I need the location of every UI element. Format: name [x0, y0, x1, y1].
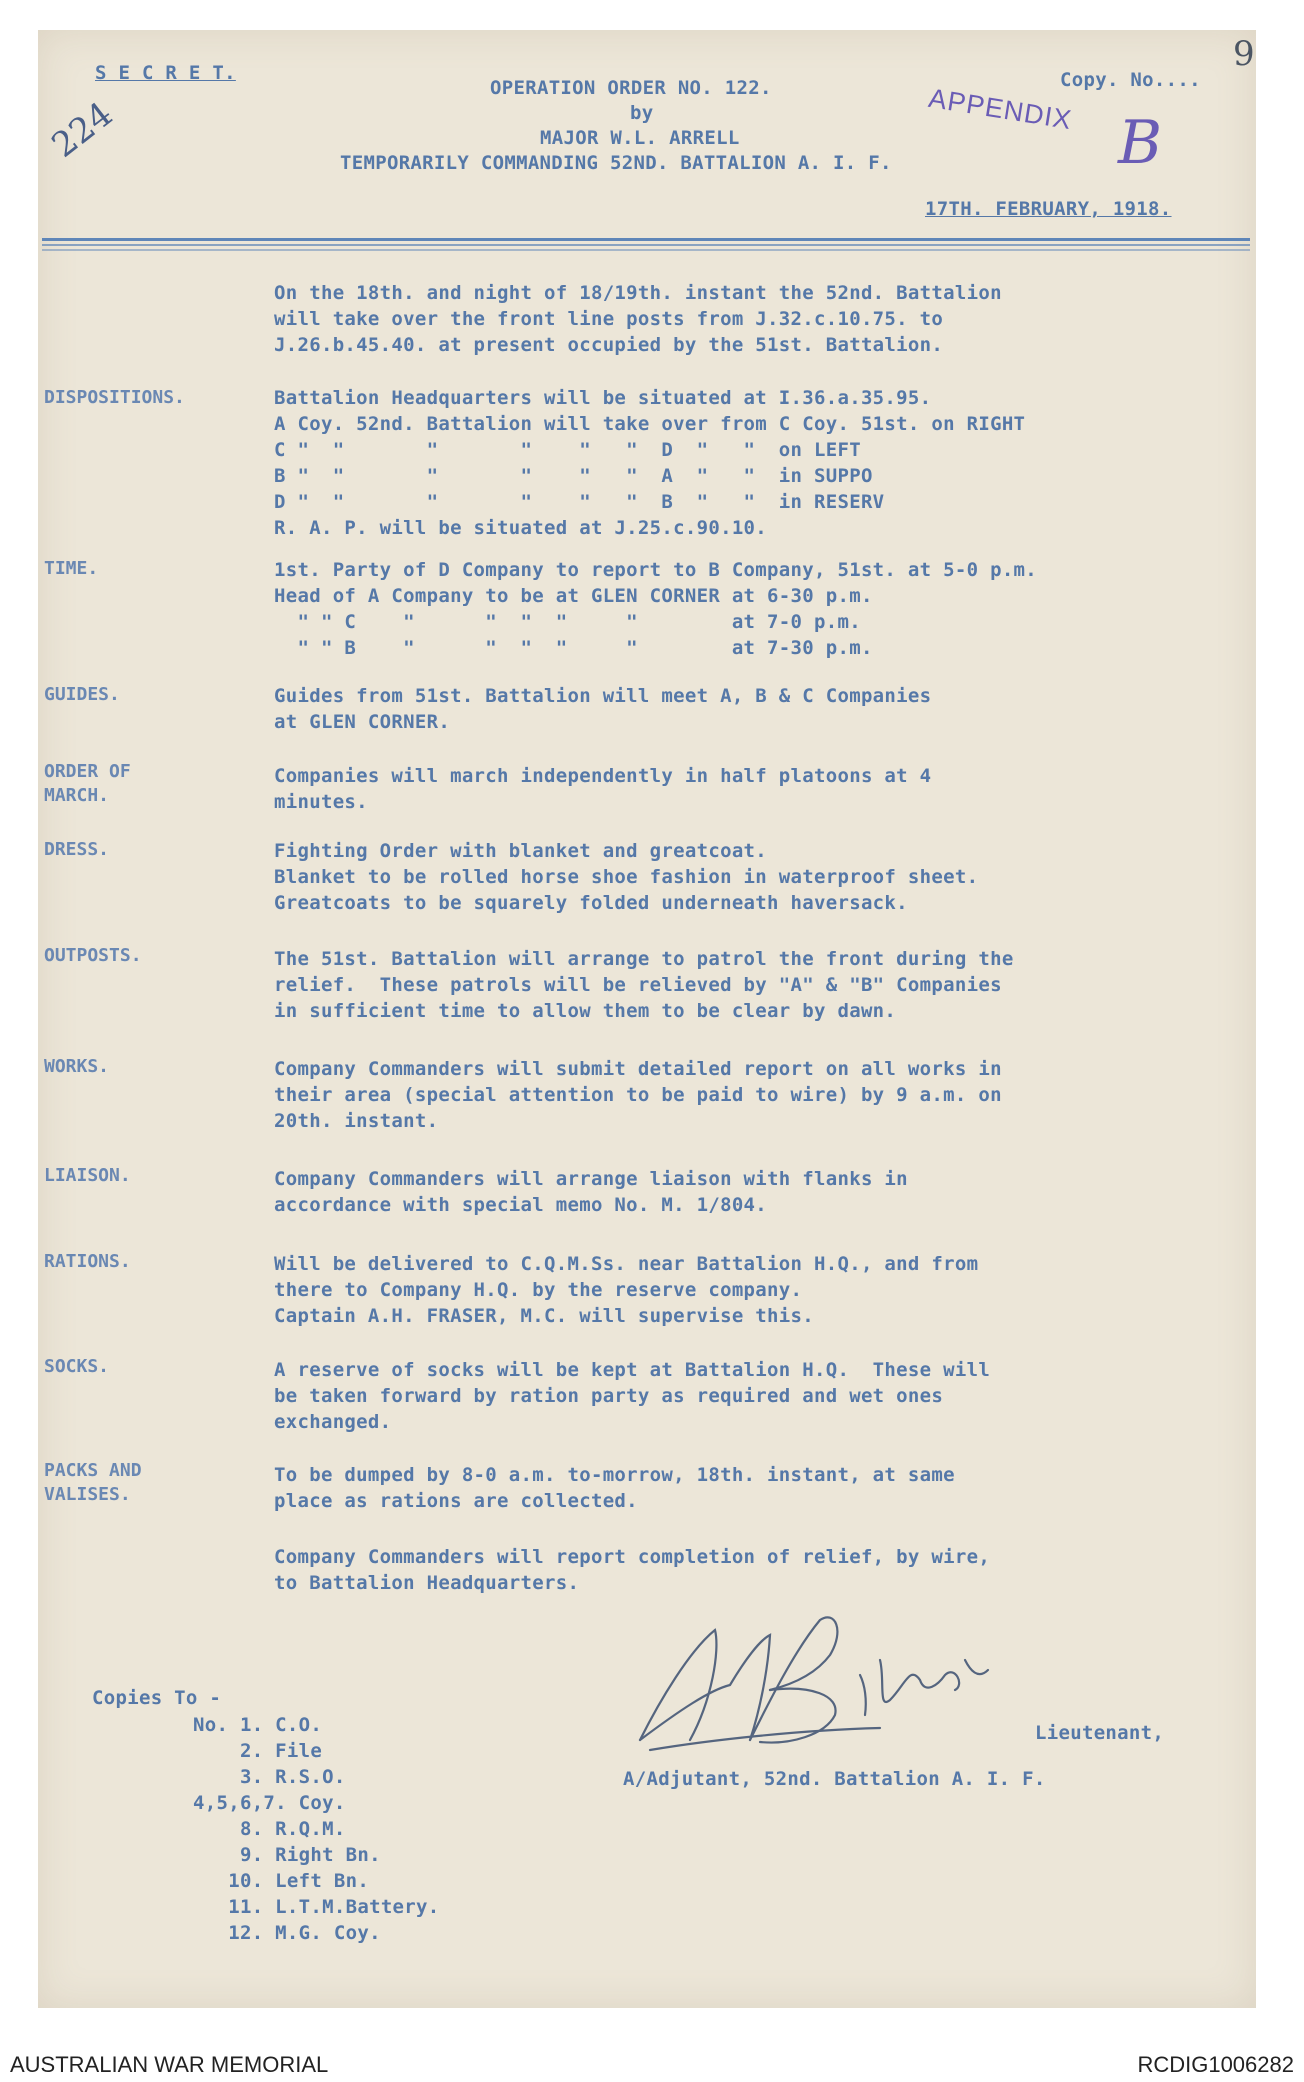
- order-date: 17TH. FEBRUARY, 1918.: [925, 198, 1172, 220]
- section-label-packs: PACKS AND: [44, 1460, 142, 1481]
- header-rule-2: [42, 244, 1250, 246]
- order-title: OPERATION ORDER NO. 122.: [490, 77, 772, 99]
- dress-line: Fighting Order with blanket and greatcoat.: [274, 840, 768, 862]
- section-label-order-of-march: MARCH.: [44, 785, 110, 806]
- guides-line: at GLEN CORNER.: [274, 711, 451, 733]
- copies-item: 4,5,6,7. Coy.: [193, 1792, 346, 1814]
- dress-line: Greatcoats to be squarely folded underneath haversack.: [274, 892, 908, 914]
- intro-line: will take over the front line posts from J.32.c.10.75. to: [274, 308, 944, 330]
- footer-archive: AUSTRALIAN WAR MEMORIAL: [10, 2052, 329, 2077]
- outposts-line: in sufficient time to allow them to be clear by dawn.: [274, 1000, 897, 1022]
- guides-line: Guides from 51st. Battalion will meet A, B & C Companies: [274, 685, 932, 707]
- closing-line: to Battalion Headquarters.: [274, 1572, 580, 1594]
- section-label-dress: DRESS.: [44, 839, 110, 860]
- copies-item: 8. R.Q.M.: [193, 1818, 346, 1840]
- liaison-line: Company Commanders will arrange liaison with flanks in: [274, 1168, 908, 1190]
- copies-item: No. 1. C.O.: [193, 1714, 323, 1736]
- socks-line: be taken forward by ration party as required and wet ones: [274, 1385, 944, 1407]
- outposts-line: relief. These patrols will be relieved by "A" & "B" Companies: [274, 974, 1002, 996]
- section-label-dispositions: DISPOSITIONS.: [44, 387, 185, 408]
- order-author: MAJOR W.L. ARRELL: [540, 127, 740, 149]
- section-label-works: WORKS.: [44, 1056, 110, 1077]
- section-label-packs: VALISES.: [44, 1484, 131, 1505]
- copies-item: 12. M.G. Coy.: [193, 1922, 381, 1944]
- time-line: " " B " " " " " at 7-30 p.m.: [274, 637, 873, 659]
- copies-item: 9. Right Bn.: [193, 1844, 381, 1866]
- rations-line: there to Company H.Q. by the reserve company.: [274, 1279, 803, 1301]
- dispositions-line: Battalion Headquarters will be situated at I.36.a.35.95.: [274, 387, 932, 409]
- handwritten-reference: 224: [44, 94, 121, 166]
- copies-item: 11. L.T.M.Battery.: [193, 1896, 440, 1918]
- footer-reference: RCDIG1006282: [1137, 2052, 1294, 2077]
- section-label-outposts: OUTPOSTS.: [44, 945, 142, 966]
- works-line: 20th. instant.: [274, 1110, 439, 1132]
- time-line: " " C " " " " " at 7-0 p.m.: [274, 611, 861, 633]
- socks-line: exchanged.: [274, 1411, 392, 1433]
- section-label-socks: SOCKS.: [44, 1356, 110, 1377]
- copies-item: 10. Left Bn.: [193, 1870, 370, 1892]
- dispositions-line: A Coy. 52nd. Battalion will take over from C Coy. 51st. on RIGHT: [274, 413, 1026, 435]
- appendix-stamp: APPENDIX: [926, 82, 1075, 136]
- dress-line: Blanket to be rolled horse shoe fashion in waterproof sheet.: [274, 866, 979, 888]
- socks-line: A reserve of socks will be kept at Battalion H.Q. These will: [274, 1359, 991, 1381]
- signatory-title: A/Adjutant, 52nd. Battalion A. I. F.: [623, 1768, 1046, 1790]
- dispositions-line: R. A. P. will be situated at J.25.c.90.10.: [274, 517, 768, 539]
- intro-line: J.26.b.45.40. at present occupied by the 51st. Battalion.: [274, 334, 944, 356]
- liaison-line: accordance with special memo No. M. 1/804.: [274, 1194, 768, 1216]
- closing-line: Company Commanders will report completion of relief, by wire,: [274, 1546, 991, 1568]
- section-label-order-of-march: ORDER OF: [44, 761, 131, 782]
- signature-mark: [620, 1590, 1040, 1770]
- copy-number: Copy. No....: [1060, 69, 1201, 91]
- works-line: Company Commanders will submit detailed report on all works in: [274, 1058, 1002, 1080]
- rations-line: Will be delivered to C.Q.M.Ss. near Battalion H.Q., and from: [274, 1253, 979, 1275]
- section-label-guides: GUIDES.: [44, 684, 120, 705]
- header-rule-1: [42, 238, 1250, 241]
- appendix-letter: B: [1118, 108, 1163, 178]
- section-label-time: TIME.: [44, 558, 99, 579]
- time-line: 1st. Party of D Company to report to B Company, 51st. at 5-0 p.m.: [274, 559, 1038, 581]
- order-command: TEMPORARILY COMMANDING 52ND. BATTALION A. I. F.: [340, 152, 892, 174]
- order-by: by: [630, 102, 654, 124]
- classification: S E C R E T.: [95, 62, 236, 84]
- march-line: minutes.: [274, 791, 368, 813]
- copies-heading: Copies To -: [92, 1687, 222, 1709]
- intro-line: On the 18th. and night of 18/19th. instant the 52nd. Battalion: [274, 282, 1002, 304]
- dispositions-line: D " " " " " " B " " in RESERV: [274, 491, 885, 513]
- outposts-line: The 51st. Battalion will arrange to patrol the front during the: [274, 948, 1014, 970]
- packs-line: To be dumped by 8-0 a.m. to-morrow, 18th. instant, at same: [274, 1464, 955, 1486]
- dispositions-line: C " " " " " " D " " on LEFT: [274, 439, 861, 461]
- rations-line: Captain A.H. FRASER, M.C. will supervise this.: [274, 1305, 814, 1327]
- header-rule-3: [42, 249, 1250, 251]
- signatory-rank: Lieutenant,: [1035, 1722, 1165, 1744]
- copies-item: 3. R.S.O.: [193, 1766, 346, 1788]
- section-label-rations: RATIONS.: [44, 1251, 131, 1272]
- packs-line: place as rations are collected.: [274, 1490, 638, 1512]
- works-line: their area (special attention to be paid to wire) by 9 a.m. on: [274, 1084, 1002, 1106]
- page-number: 9: [1233, 34, 1255, 74]
- time-line: Head of A Company to be at GLEN CORNER at 6-30 p.m.: [274, 585, 873, 607]
- march-line: Companies will march independently in half platoons at 4: [274, 765, 932, 787]
- dispositions-line: B " " " " " " A " " in SUPPO: [274, 465, 873, 487]
- copies-item: 2. File: [193, 1740, 323, 1762]
- section-label-liaison: LIAISON.: [44, 1165, 131, 1186]
